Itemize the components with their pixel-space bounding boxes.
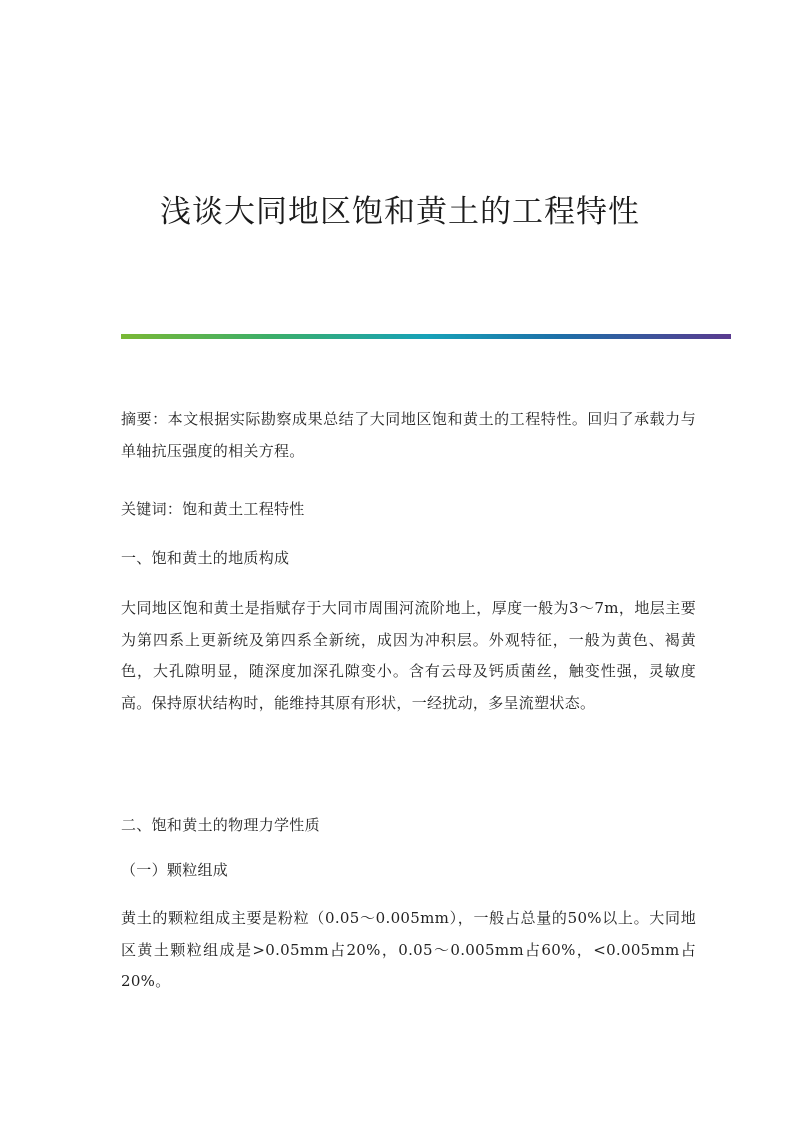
section-1-paragraph xyxy=(121,593,696,719)
section-1-heading-text: 一、饱和黄土的地质构成 xyxy=(121,549,290,567)
section-1-heading xyxy=(121,543,696,575)
section-2-heading-text: 二、饱和黄土的物理力学性质 xyxy=(121,816,320,834)
subsection-1-heading xyxy=(121,855,696,887)
subsection-1-paragraph xyxy=(121,903,696,998)
document-title: 浅谈大同地区饱和黄土的工程特性 xyxy=(160,194,640,230)
keywords-line xyxy=(121,494,696,526)
subsection-1-heading-text: （一）颗粒组成 xyxy=(121,861,229,879)
section-2-heading xyxy=(121,810,696,842)
subsection-1-paragraph-text: 黄土的颗粒组成主要是粉粒（0.05～0.005mm），一般占总量的50%以上。大同地区黄土颗粒组成是>0.05mm占20%，0.05～0.005mm占60%，<0.005mm占20%。 xyxy=(121,909,696,990)
abstract-text: 摘要：本文根据实际勘察成果总结了大同地区饱和黄土的工程特性。回归了承载力与单轴抗压强度的相关方程。 xyxy=(121,410,696,460)
keywords-text: 关键词：饱和黄土工程特性 xyxy=(121,500,305,518)
section-1-paragraph-text: 大同地区饱和黄土是指赋存于大同市周围河流阶地上，厚度一般为3～7m，地层主要为第四系上更新统及第四系全新统，成因为冲积层。外观特征，一般为黄色、褐黄色，大孔隙明显，随深度加深孔隙变小。含有云母及钙质菌丝，触变性强，灵敏度高。保持原状结构时，能维持其原有形状，一经扰动，多呈流塑状态。 xyxy=(121,599,696,712)
abstract-paragraph xyxy=(121,404,696,467)
gradient-divider xyxy=(121,334,731,339)
